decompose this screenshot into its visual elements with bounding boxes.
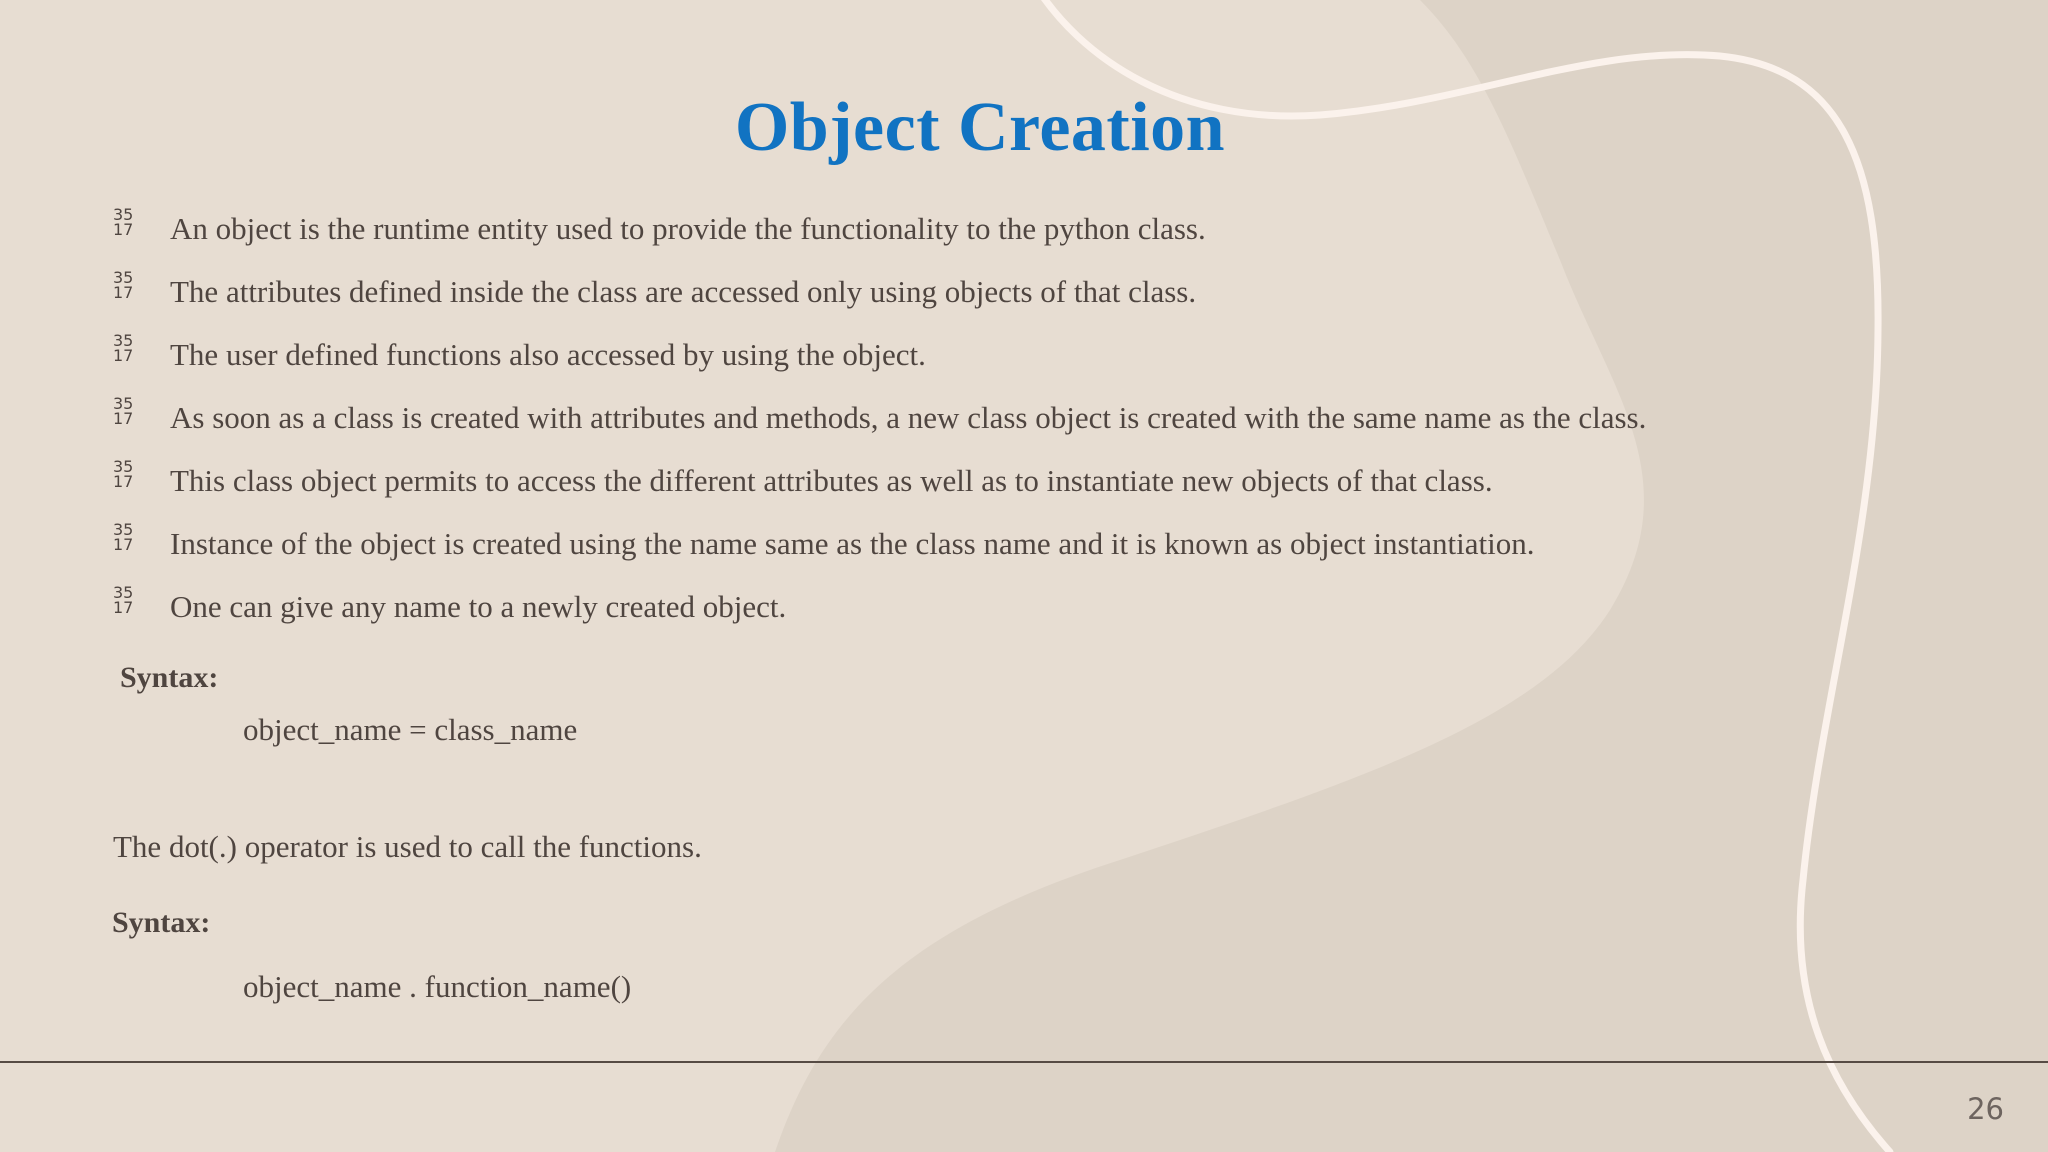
bullet-marker-bottom: 17 [113,535,134,554]
bullet-item [113,459,1813,522]
bullet-item [113,522,1813,585]
bullet-text: An object is the runtime entity used to provide the functionality to the python class. [170,211,1206,246]
syntax-code-1: object_name = class_name [243,712,578,747]
bullet-item [113,585,1813,648]
bullet-marker-bottom: 17 [113,283,134,302]
bullet-marker-icon [113,585,139,615]
bullet-marker-bottom: 17 [113,220,134,239]
bullet-marker-icon [113,396,139,426]
bullet-marker-bottom: 17 [113,409,134,428]
bullet-marker-icon [113,522,139,552]
bullet-item [113,333,1813,396]
bullet-item [113,207,1813,270]
bullet-text: One can give any name to a newly created object. [170,589,787,624]
syntax-label-1: Syntax: [120,661,219,694]
bullet-marker-bottom: 17 [113,346,134,365]
dot-operator-description: The dot(.) operator is used to call the functions. [113,829,702,864]
syntax-label-2: Syntax: [112,906,211,939]
bullet-marker-bottom: 17 [113,472,134,491]
bullet-marker-icon [113,270,139,300]
bullet-text: Instance of the object is created using the name same as the class name and it is known as object instantiation. [170,526,1535,561]
bullet-marker-top: 35 [113,394,134,413]
bullet-marker-top: 35 [113,520,134,539]
bullet-marker-icon [113,459,139,489]
bullet-text: The attributes defined inside the class are accessed only using objects of that class. [170,274,1197,309]
bullet-item [113,270,1813,333]
bullet-marker-top: 35 [113,457,134,476]
bullet-marker-top: 35 [113,583,134,602]
bullet-marker-top: 35 [113,205,134,224]
page-number: 26 [1967,1092,2004,1126]
bullet-marker-top: 35 [113,331,134,350]
footer-divider [0,1061,2048,1063]
syntax-code-2: object_name . function_name() [243,969,632,1004]
bullet-item [113,396,1813,459]
bullet-marker-icon [113,333,139,363]
bullet-text: The user defined functions also accessed by using the object. [170,337,926,372]
slide-title: Object Creation [734,89,1226,166]
bullet-text: As soon as a class is created with attributes and methods, a new class object is created with the same name as the class. [170,400,1647,435]
bullet-marker-icon [113,207,139,237]
bullet-text: This class object permits to access the different attributes as well as to instantiate new objects of that class. [170,463,1493,498]
bullet-list [113,207,1813,648]
bullet-marker-bottom: 17 [113,598,134,617]
bullet-marker-top: 35 [113,268,134,287]
